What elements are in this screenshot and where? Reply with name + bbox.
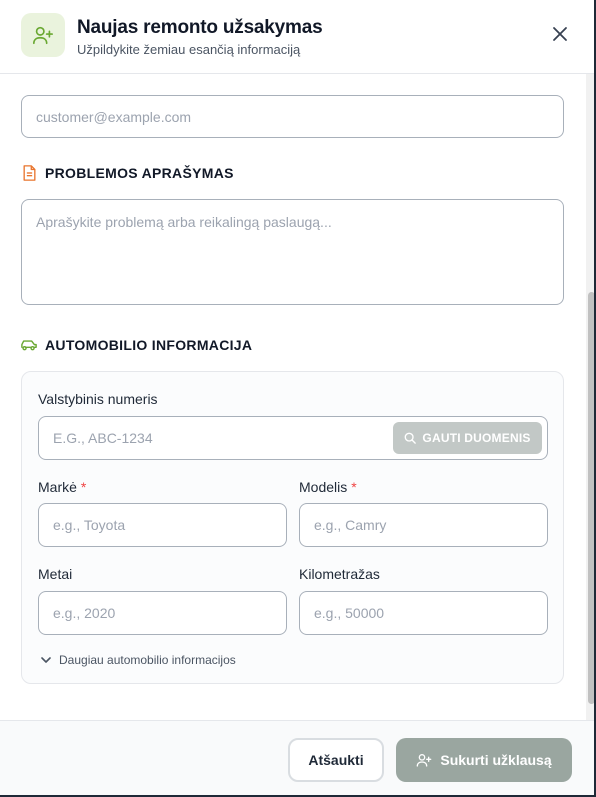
year-input[interactable] xyxy=(38,591,287,635)
model-input[interactable] xyxy=(299,503,548,547)
problem-section-title: PROBLEMOS APRAŠYMAS xyxy=(45,165,234,181)
make-label xyxy=(38,479,86,495)
model-label-text: Modelis xyxy=(299,479,348,495)
plate-placeholder: E.G., ABC-1234 xyxy=(53,430,153,446)
vehicle-info-card xyxy=(21,371,564,684)
mileage-placeholder: e.g., 50000 xyxy=(314,605,385,621)
problem-description-textarea[interactable] xyxy=(21,199,564,305)
modal-header xyxy=(0,0,596,74)
cancel-button[interactable] xyxy=(288,738,384,782)
more-vehicle-info-toggle[interactable] xyxy=(41,653,236,667)
more-vehicle-info-label: Daugiau automobilio informacijos xyxy=(59,653,236,667)
year-placeholder: e.g., 2020 xyxy=(53,605,116,621)
user-plus-icon xyxy=(21,13,65,57)
model-label xyxy=(299,479,357,495)
close-button[interactable] xyxy=(548,22,572,46)
mileage-label: Kilometražas xyxy=(299,566,380,582)
create-request-button[interactable] xyxy=(396,738,572,782)
plate-label: Valstybinis numeris xyxy=(38,391,158,407)
model-placeholder: e.g., Camry xyxy=(314,517,387,533)
email-placeholder: customer@example.com xyxy=(36,108,192,125)
car-icon xyxy=(21,339,37,352)
close-icon xyxy=(552,26,568,42)
required-mark: * xyxy=(80,479,87,495)
search-icon xyxy=(404,432,416,444)
fetch-data-button[interactable] xyxy=(393,422,542,454)
required-mark: * xyxy=(351,479,357,495)
cancel-label: Atšaukti xyxy=(308,752,364,768)
modal-footer xyxy=(0,720,596,797)
modal-title: Naujas remonto užsakymas xyxy=(77,17,323,38)
mileage-input[interactable] xyxy=(299,591,548,635)
vehicle-section-title: AUTOMOBILIO INFORMACIJA xyxy=(45,337,253,353)
year-label: Metai xyxy=(38,566,73,582)
chevron-down-icon xyxy=(41,657,51,664)
make-placeholder: e.g., Toyota xyxy=(53,517,126,533)
user-plus-icon xyxy=(416,752,432,768)
make-input[interactable] xyxy=(38,503,287,547)
license-plate-input[interactable] xyxy=(38,416,548,460)
fetch-data-label: GAUTI DUOMENIS xyxy=(422,431,531,445)
modal-body xyxy=(0,74,586,720)
email-field[interactable] xyxy=(21,95,564,138)
create-request-label: Sukurti užklausą xyxy=(440,752,552,768)
problem-placeholder: Aprašykite problemą arba reikalingą paslaugą... xyxy=(36,214,332,230)
make-label-text: Markė xyxy=(38,479,77,495)
document-icon xyxy=(22,165,37,181)
modal-subtitle: Užpildykite žemiau esančią informaciją xyxy=(77,42,301,57)
